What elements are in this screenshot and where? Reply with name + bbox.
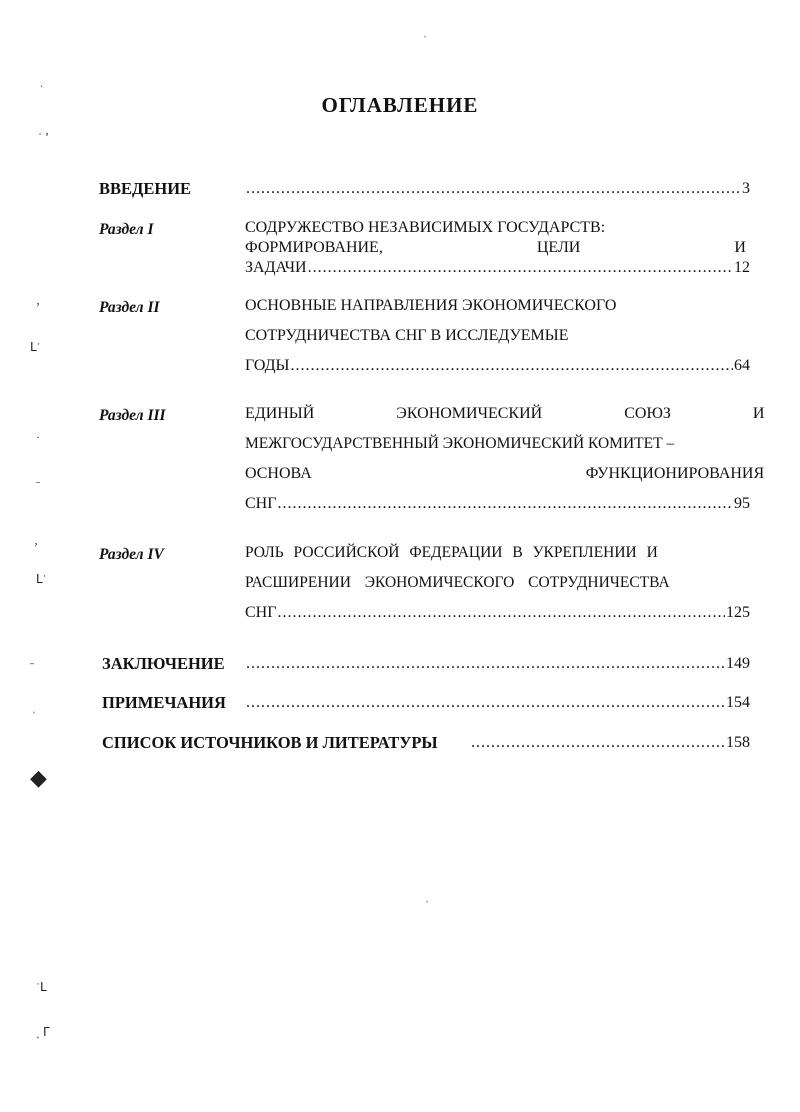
toc-label-introduction: ВВЕДЕНИЕ [99, 179, 192, 198]
toc-line-text: СНГ [245, 604, 277, 621]
toc-line-text: СОДРУЖЕСТВО НЕЗАВИСИМЫХ ГОСУДАРСТВ: [245, 219, 606, 236]
scan-speck: ˑ [40, 80, 44, 94]
scan-speck: ᒪ˙ [30, 340, 41, 354]
toc-label-section-2: Раздел II [99, 299, 160, 316]
scan-speck: ˌ [32, 700, 36, 714]
page-number: 125 [726, 604, 750, 621]
scan-speck: ˙ᒪ [36, 980, 47, 994]
toc-line-text: РОЛЬ РОССИЙСКОЙ ФЕДЕРАЦИИ В УКРЕПЛЕНИИ И [245, 544, 658, 561]
toc-label-bibliography: СПИСОК ИСТОЧНИКОВ И ЛИТЕРАТУРЫ [102, 733, 438, 752]
scan-speck: ʼ [34, 540, 38, 554]
toc-line-text: ОСНОВА ФУНКЦИОНИРОВАНИЯ [245, 465, 765, 482]
page-number: 149 [726, 655, 750, 672]
page-number: 3 [742, 180, 750, 197]
leader-dots [246, 654, 725, 674]
page-number: 64 [734, 357, 750, 374]
toc-line-text: ФОРМИРОВАНИЕ, ЦЕЛИ И [245, 239, 746, 256]
scan-speck: ʼ [36, 300, 40, 314]
toc-label-section-1: Раздел I [99, 221, 154, 238]
toc-line [245, 296, 616, 316]
page-title: ОГЛАВЛЕНИЕ [321, 93, 479, 117]
toc-line [245, 543, 750, 563]
toc-line-text: СНГ [245, 495, 277, 512]
toc-line [245, 573, 750, 593]
toc-line [245, 464, 765, 484]
toc-line [245, 218, 750, 238]
toc-entry-bibliography[interactable] [470, 733, 750, 753]
scan-speck: ˍ [36, 470, 40, 484]
leader-dots [277, 494, 733, 514]
page-number: 95 [734, 495, 750, 512]
toc-entry-introduction[interactable] [245, 179, 750, 199]
toc-line [245, 356, 750, 376]
scan-speck: ᒪ˙ [36, 572, 47, 586]
scan-speck: ˈ [425, 898, 429, 912]
page-number: 12 [734, 259, 750, 276]
page-number: 154 [726, 694, 750, 711]
toc-line-text: МЕЖГОСУДАРСТВЕННЫЙ ЭКОНОМИЧЕСКИЙ КОМИТЕТ – [245, 435, 675, 452]
leader-dots [246, 179, 741, 199]
leader-dots [471, 733, 725, 753]
toc-line [245, 603, 750, 623]
toc-line-text: РАСШИРЕНИИ ЭКОНОМИЧЕСКОГО СОТРУДНИЧЕСТВА [245, 574, 670, 591]
leader-dots [277, 603, 725, 623]
page-number: 158 [726, 734, 750, 751]
toc-line [245, 326, 569, 346]
toc-label-conclusion: ЗАКЛЮЧЕНИЕ [102, 654, 225, 673]
toc-line-text: СОТРУДНИЧЕСТВА СНГ В ИССЛЕДУЕМЫЕ [245, 327, 569, 344]
scan-speck: · [36, 430, 40, 444]
scan-speck: ˈ [423, 33, 427, 47]
scan-speck: ˏ ᒥ [36, 1025, 50, 1039]
leader-dots [290, 356, 733, 376]
leader-dots [246, 693, 725, 713]
toc-line-text: ЕДИНЫЙ ЭКОНОМИЧЕСКИЙ СОЮЗ И [245, 405, 765, 422]
toc-label-section-4: Раздел IV [99, 546, 164, 563]
toc-label-notes: ПРИМЕЧАНИЯ [102, 693, 226, 712]
toc-line [245, 238, 750, 258]
leader-dots [308, 258, 733, 278]
toc-line [245, 258, 750, 278]
toc-line [245, 404, 765, 424]
scan-speck: ˙ ʼ [38, 130, 49, 144]
toc-entry-notes[interactable] [245, 693, 750, 713]
toc-line [245, 434, 750, 454]
toc-line [245, 494, 750, 514]
toc-label-section-3: Раздел III [99, 407, 166, 424]
scan-speck: ◆ [30, 765, 47, 790]
toc-line-text: ЗАДАЧИ [245, 259, 307, 276]
toc-line-text: ГОДЫ [245, 357, 290, 374]
scan-speck: ˗ [30, 655, 34, 669]
toc-line-text: ОСНОВНЫЕ НАПРАВЛЕНИЯ ЭКОНОМИЧЕСКОГО [245, 297, 617, 314]
toc-entry-conclusion[interactable] [245, 654, 750, 674]
